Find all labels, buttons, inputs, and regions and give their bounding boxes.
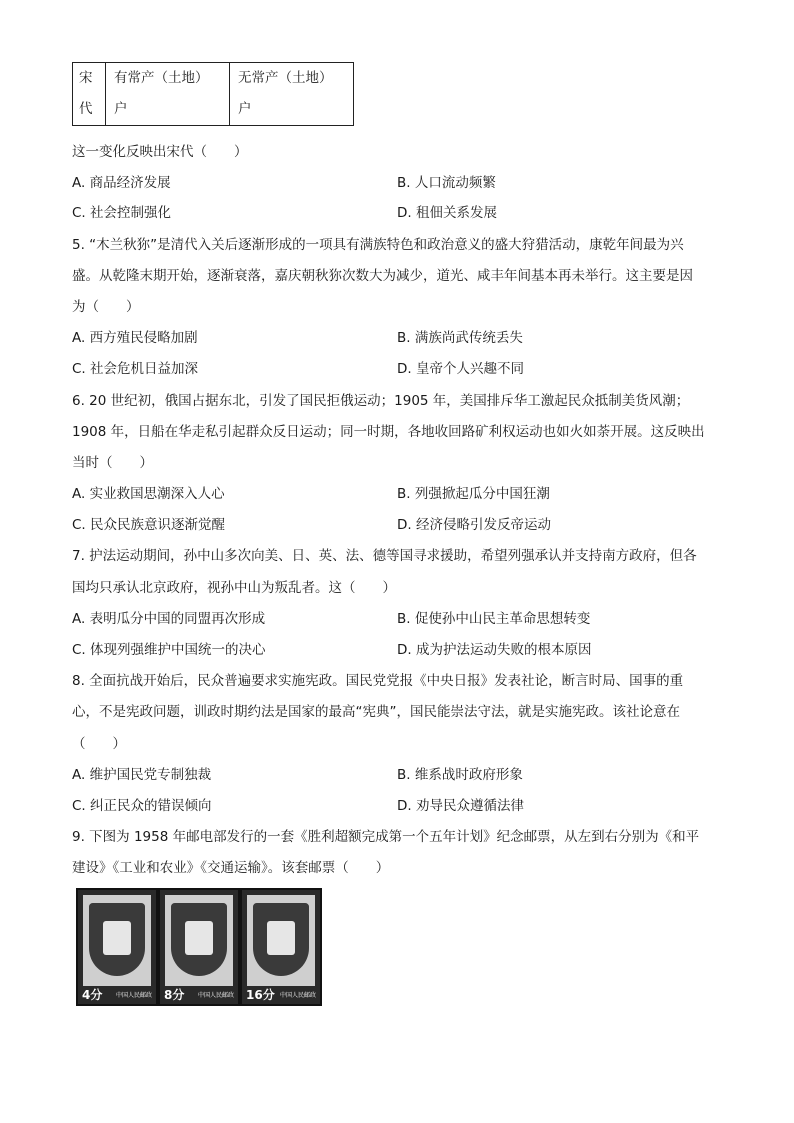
question-stem: 这一变化反映出宋代（ ） bbox=[72, 144, 248, 160]
option-d[interactable]: D. 成为护法运动失败的根本原因 bbox=[397, 642, 592, 658]
wheat-icon bbox=[185, 921, 213, 955]
option-a[interactable]: A. 表明瓜分中国的同盟再次形成 bbox=[72, 611, 266, 627]
question-stem: 心，不是宪政问题，训政时期约法是国家的最高“宪典”，国民能崇法守法，就是实施宪政。该社论意在 bbox=[72, 704, 680, 720]
option-a[interactable]: A. 商品经济发展 bbox=[72, 175, 171, 191]
table-row bbox=[73, 63, 354, 126]
option-c[interactable]: C. 纠正民众的错误倾向 bbox=[72, 798, 212, 814]
question-stem: 8. 全面抗战开始后，民众普遍要求实施宪政。国民党党报《中央日报》发表社论，断言时局、国事的重 bbox=[72, 673, 684, 689]
stamp-transportation: 16分 中国人民邮政 bbox=[240, 888, 322, 1006]
option-c[interactable]: C. 社会危机日益加深 bbox=[72, 361, 199, 377]
question-stem: 建设》《工业和农业》《交通运输》。该套邮票（ ） bbox=[72, 860, 390, 876]
question-stem: 盛。从乾隆末期开始，逐渐衰落，嘉庆朝秋狝次数大为减少，道光、咸丰年间基本再未举行。这主要是因 bbox=[72, 268, 693, 284]
option-c[interactable]: C. 民众民族意识逐渐觉醒 bbox=[72, 517, 226, 533]
option-b[interactable]: B. 人口流动频繁 bbox=[397, 175, 496, 191]
stamp-industry-agriculture: 8分 中国人民邮政 bbox=[158, 888, 240, 1006]
option-a[interactable]: A. 实业救国思潮深入人心 bbox=[72, 486, 225, 502]
question-stem: 5. “木兰秋狝”是清代入关后逐渐形成的一项具有满族特色和政治意义的盛大狩猎活动，康乾年间最为兴 bbox=[72, 237, 684, 253]
stamp-peaceful-construction: 4分 中国人民邮政 bbox=[76, 888, 158, 1006]
table-cell: 有常产（土地） 户 bbox=[106, 63, 230, 126]
question-stem: 国均只承认北京政府，视孙中山为叛乱者。这（ ） bbox=[72, 580, 396, 596]
option-a[interactable]: A. 维护国民党专制独裁 bbox=[72, 767, 212, 783]
question-stem: 7. 护法运动期间，孙中山多次向美、日、英、法、德等国寻求援助，希望列强承认并支持南方政府，但各 bbox=[72, 548, 697, 564]
option-c[interactable]: C. 体现列强维护中国统一的决心 bbox=[72, 642, 266, 658]
option-b[interactable]: B. 维系战时政府形象 bbox=[397, 767, 523, 783]
option-b[interactable]: B. 促使孙中山民主革命思想转变 bbox=[397, 611, 591, 627]
question-stem: 当时（ ） bbox=[72, 455, 153, 471]
table-cell: 无常产（土地） 户 bbox=[230, 63, 354, 126]
question-stem: 6. 20 世纪初，俄国占据东北，引发了国民拒俄运动；1905 年，美国排斥华工激起民众抵制美货风潮； bbox=[72, 393, 690, 409]
option-d[interactable]: D. 皇帝个人兴趣不同 bbox=[397, 361, 524, 377]
option-b[interactable]: B. 满族尚武传统丢失 bbox=[397, 330, 523, 346]
question-stem: 9. 下图为 1958 年邮电部发行的一套《胜利超额完成第一个五年计划》纪念邮票，从左到右分别为《和平 bbox=[72, 829, 700, 845]
stamp-set-image bbox=[76, 888, 316, 1004]
train-icon bbox=[267, 921, 295, 955]
question-stem: 1908 年，日船在华走私引起群众反日运动；同一时期，各地收回路矿利权运动也如火如荼开展。这反映出 bbox=[72, 424, 705, 440]
option-d[interactable]: D. 租佃关系发展 bbox=[397, 205, 497, 221]
option-d[interactable]: D. 经济侵略引发反帝运动 bbox=[397, 517, 551, 533]
option-d[interactable]: D. 劝导民众遵循法律 bbox=[397, 798, 524, 814]
table-cell: 宋 代 bbox=[73, 63, 106, 126]
option-a[interactable]: A. 西方殖民侵略加剧 bbox=[72, 330, 198, 346]
question-stem: 为（ ） bbox=[72, 299, 140, 315]
question-stem: （ ） bbox=[72, 736, 126, 752]
song-household-table bbox=[72, 62, 354, 126]
option-b[interactable]: B. 列强掀起瓜分中国狂潮 bbox=[397, 486, 550, 502]
factory-icon bbox=[103, 921, 131, 955]
option-c[interactable]: C. 社会控制强化 bbox=[72, 205, 172, 221]
